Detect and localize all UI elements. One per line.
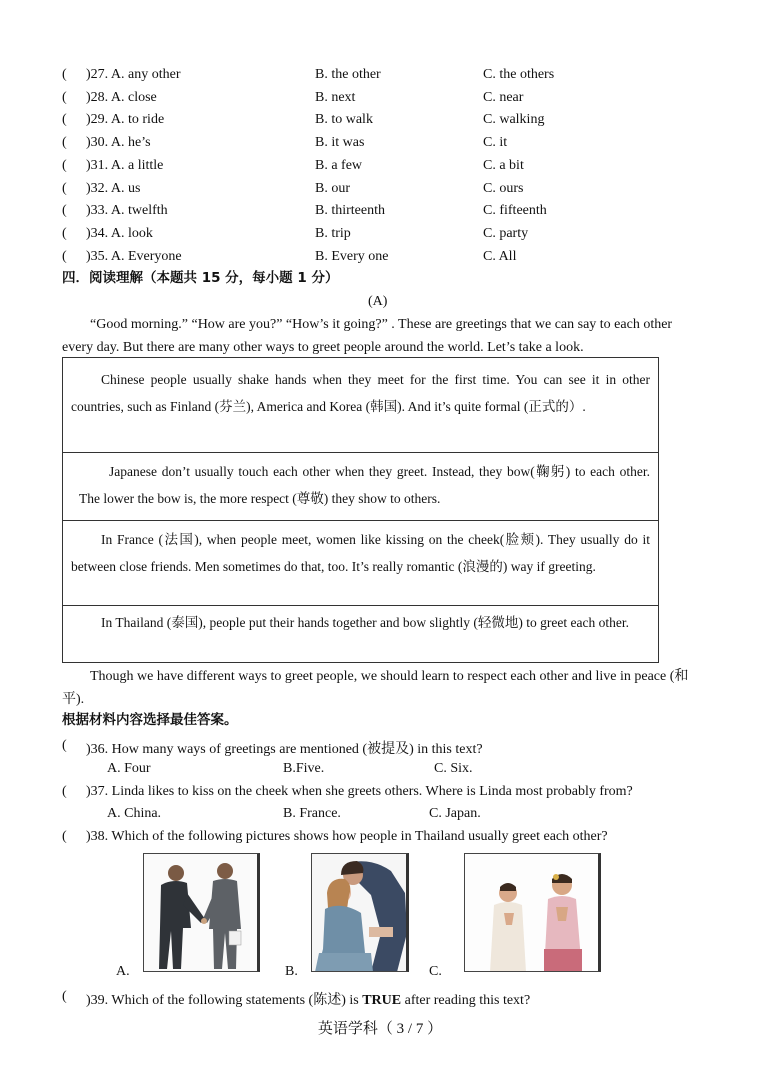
- option-a: )28. A. close: [86, 90, 157, 105]
- question-37-options: [107, 806, 507, 824]
- stem-text: )39. Which of the following statements (陈述) is: [86, 993, 363, 1008]
- table-row-china: [63, 358, 659, 453]
- cloze-row: [62, 226, 702, 244]
- cloze-row: [62, 249, 702, 267]
- option-a: )29. A. to ride: [86, 112, 165, 127]
- option-c: C. walking: [483, 112, 545, 127]
- table-row-japan: [63, 453, 659, 521]
- picture-c-label: C.: [429, 964, 442, 979]
- picture-c-wai-greeting[interactable]: [464, 853, 601, 972]
- cloze-row: [62, 181, 702, 199]
- option-c: C. All: [483, 249, 517, 264]
- page-footer: 英语学科（ 3 / 7 ）: [317, 1021, 443, 1037]
- option-b: B. France.: [283, 806, 341, 821]
- option-b: B.Five.: [283, 761, 325, 776]
- option-a: )32. A. us: [86, 181, 141, 196]
- option-a: )35. A. Everyone: [86, 249, 182, 264]
- cloze-row: [62, 112, 702, 130]
- answer-blank[interactable]: (: [62, 203, 67, 218]
- cloze-row: [62, 135, 702, 153]
- cloze-row: [62, 67, 702, 85]
- stem-text: after reading this text?: [401, 993, 531, 1008]
- picture-a-handshake[interactable]: [143, 853, 260, 972]
- option-b: B. the other: [315, 67, 381, 82]
- option-a: )30. A. he’s: [86, 135, 151, 150]
- answer-blank[interactable]: (: [62, 989, 67, 1004]
- answer-blank[interactable]: (: [62, 181, 67, 196]
- option-b: B. next: [315, 90, 356, 105]
- option-c: C. it: [483, 135, 508, 150]
- cloze-row: [62, 203, 702, 221]
- option-a: )34. A. look: [86, 226, 153, 241]
- answer-blank[interactable]: (: [62, 738, 67, 753]
- question-stem: )37. Linda likes to kiss on the cheek when she greets others. Where is Linda most probably from?: [86, 784, 633, 799]
- option-a: )33. A. twelfth: [86, 203, 168, 218]
- option-b: B. thirteenth: [315, 203, 385, 218]
- answer-blank[interactable]: (: [62, 784, 67, 799]
- table-row-thailand: [63, 606, 659, 663]
- question-39: [62, 989, 722, 1007]
- answer-blank[interactable]: (: [62, 67, 67, 82]
- question-38: [62, 829, 722, 847]
- option-b: B. our: [315, 181, 350, 196]
- answer-blank[interactable]: (: [62, 135, 67, 150]
- table-row-text: In France (法国), when people meet, women like kissing on the cheek(脸颊). They usually do it between close friends. Men sometimes do that, too. It’s really romantic (浪漫的) way if greeting.: [71, 532, 650, 574]
- section-heading: 四．阅读理解（本题共 15 分，每小题 1 分）: [62, 270, 339, 286]
- question-stem: [86, 989, 530, 1009]
- option-c: C. fifteenth: [483, 203, 547, 218]
- answer-blank[interactable]: (: [62, 112, 67, 127]
- greeting-table: [62, 357, 659, 663]
- instruction: 根据材料内容选择最佳答案。: [62, 712, 238, 728]
- picture-b-label: B.: [285, 964, 298, 979]
- option-b: B. trip: [315, 226, 351, 241]
- answer-blank[interactable]: (: [62, 829, 67, 844]
- option-c: C. near: [483, 90, 524, 105]
- option-c: C. Six.: [434, 761, 473, 776]
- question-stem: )38. Which of the following pictures shows how people in Thailand usually greet each other?: [86, 829, 608, 844]
- option-a: A. Four: [107, 761, 151, 776]
- table-row-text: Japanese don’t usually touch each other when they greet. Instead, they bow(鞠躬) to each other. The lower the bow is, the more respect (尊敬) they show to others.: [79, 464, 650, 506]
- table-row-text: In Thailand (泰国), people put their hands together and bow slightly (轻微地) to greet each other.: [101, 615, 629, 630]
- option-c: C. ours: [483, 181, 524, 196]
- cloze-row: [62, 158, 702, 176]
- question-stem: )36. How many ways of greetings are mentioned (被提及) in this text?: [86, 742, 483, 757]
- question-37: [62, 784, 722, 802]
- answer-blank[interactable]: (: [62, 90, 67, 105]
- table-row-text: Chinese people usually shake hands when they meet for the first time. You can see it in other countries, such as Finland (芬兰), America and Korea (韩国). And it’s quite formal (正式的）.: [71, 372, 650, 414]
- option-b: B. it was: [315, 135, 365, 150]
- option-a: )31. A. a little: [86, 158, 164, 173]
- stem-emphasis: TRUE: [362, 993, 402, 1008]
- option-c: C. party: [483, 226, 529, 241]
- intro-paragraph: “Good morning.” “How are you?” “How’s it going?” . These are greetings that we can say to each other every day. But there are many other ways to greet people around the world. Let’s take a look.: [62, 317, 673, 355]
- option-a: )27. A. any other: [86, 67, 181, 82]
- question-36-options: [107, 761, 507, 779]
- option-c: C. the others: [483, 67, 555, 82]
- table-row-france: [63, 521, 659, 606]
- cloze-row: [62, 90, 702, 108]
- closing-paragraph: Though we have different ways to greet people, we should learn to respect each other and live in peace (和平).: [62, 669, 689, 707]
- answer-blank[interactable]: (: [62, 158, 67, 173]
- passage-label: (A): [368, 294, 388, 309]
- answer-blank[interactable]: (: [62, 249, 67, 264]
- question-36: [62, 738, 722, 756]
- picture-a-label: A.: [116, 964, 130, 979]
- option-c: C. a bit: [483, 158, 524, 173]
- answer-blank[interactable]: (: [62, 226, 67, 241]
- option-b: B. to walk: [315, 112, 373, 127]
- picture-b-cheek-kiss[interactable]: [311, 853, 409, 972]
- option-b: B. Every one: [315, 249, 389, 264]
- option-c: C. Japan.: [429, 806, 481, 821]
- option-b: B. a few: [315, 158, 363, 173]
- option-a: A. China.: [107, 806, 162, 821]
